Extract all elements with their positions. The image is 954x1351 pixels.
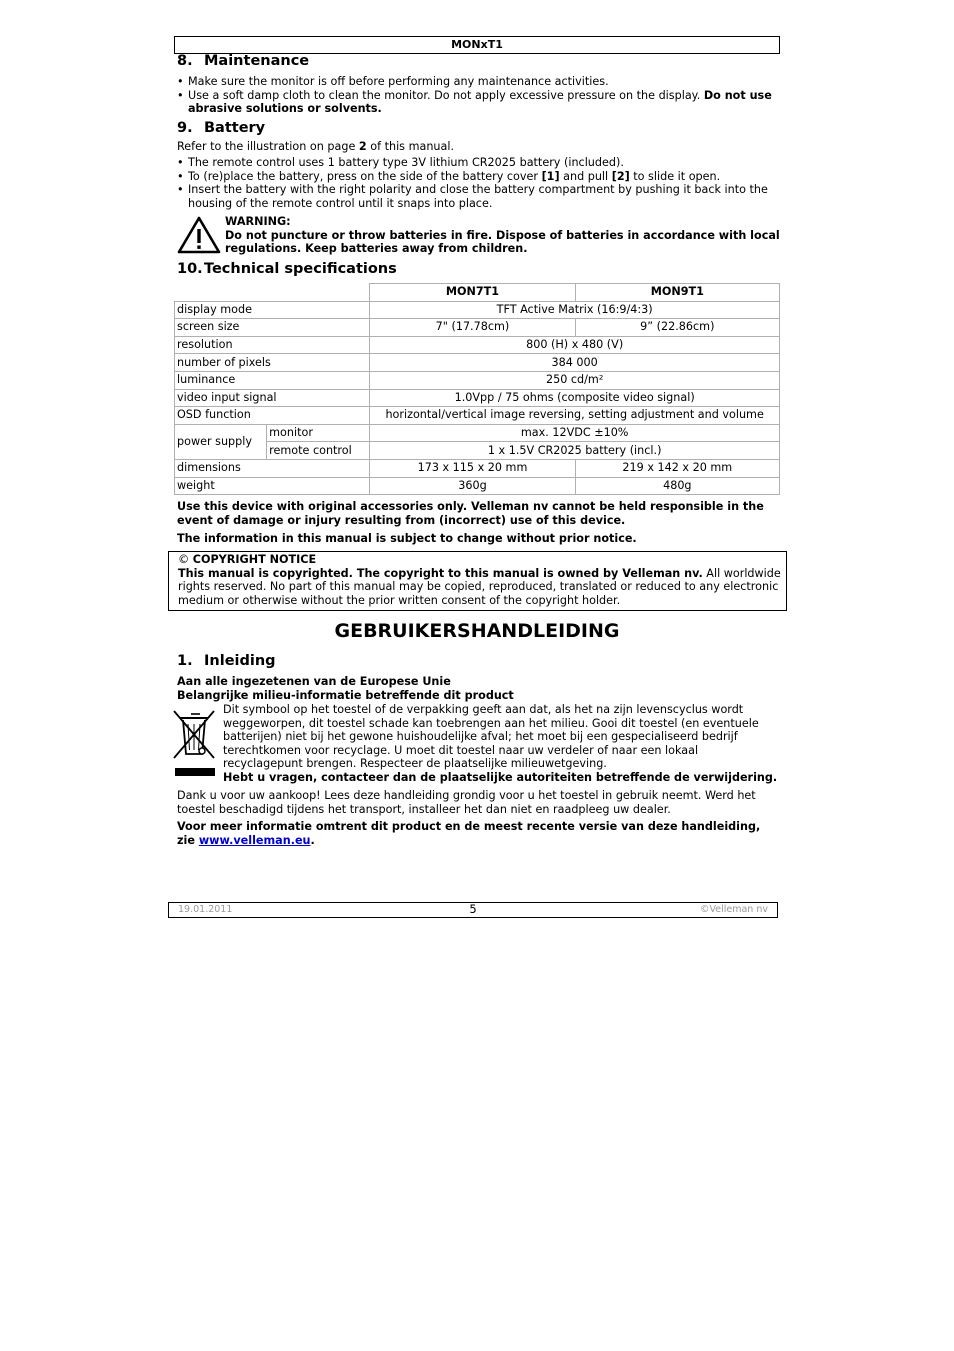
row-value: 1.0Vpp / 75 ohms (composite video signal) xyxy=(370,389,780,407)
row-label: luminance xyxy=(175,371,370,389)
footer-copyright: ©Velleman nv xyxy=(700,904,768,915)
col-header-mon7t1: MON7T1 xyxy=(370,284,575,302)
more-info-period: . xyxy=(310,833,315,847)
eu-subheading: Aan alle ingezetenen van de Europese Unie xyxy=(177,675,451,688)
specs-table xyxy=(174,283,780,495)
row-label: OSD function xyxy=(175,407,370,425)
intro-page-ref: 2 xyxy=(358,140,367,153)
warning-triangle-icon xyxy=(177,216,221,254)
footer-date: 19.01.2011 xyxy=(178,904,233,915)
table-row xyxy=(175,459,780,477)
row-label: weight xyxy=(175,477,370,495)
warning-block xyxy=(225,215,781,256)
specs-title: Technical specifications xyxy=(204,261,397,277)
warning-title: WARNING: xyxy=(225,215,291,228)
row-label: display mode xyxy=(175,301,370,319)
table-row xyxy=(175,336,780,354)
more-info-paragraph xyxy=(177,820,777,847)
table-row xyxy=(175,424,780,442)
env-subheading: Belangrijke milieu-informatie betreffende dit product xyxy=(177,689,514,702)
list-item-text: To (re)place the battery, press on the side of the battery cover xyxy=(188,169,542,183)
ref-marker: [2] xyxy=(611,169,630,183)
table-row xyxy=(175,319,780,337)
row-value: 1 x 1.5V CR2025 battery (incl.) xyxy=(370,442,780,460)
row-value: 9” (22.86cm) xyxy=(575,319,779,337)
table-row xyxy=(175,477,780,495)
copyright-symbol: © xyxy=(178,553,190,566)
copyright-title-line xyxy=(178,553,786,567)
battery-heading xyxy=(177,120,265,136)
table-row xyxy=(175,301,780,319)
list-item xyxy=(177,89,777,116)
row-value: 384 000 xyxy=(370,354,780,372)
accessories-note: Use this device with original accessories only. Velleman nv cannot be held responsible in the event of damage or injury resulting from (incorrect) use of this device. xyxy=(177,500,764,527)
copyright-box xyxy=(168,551,787,611)
maintenance-heading xyxy=(177,53,309,69)
weee-bold: Hebt u vragen, contacteer dan de plaatselijke autoriteiten betreffende de verwijdering. xyxy=(223,770,778,784)
page-footer xyxy=(168,902,778,918)
specs-heading xyxy=(177,261,397,277)
row-label: number of pixels xyxy=(175,354,370,372)
table-row xyxy=(175,371,780,389)
more-info-text: Voor meer informatie omtrent dit product en de meest recente versie van deze handleiding, zie xyxy=(177,820,761,847)
list-item: • Insert the battery with the right polarity and close the battery compartment by pushing it back into the housing of the remote control until it snaps into place. xyxy=(177,183,777,210)
maintenance-title: Maintenance xyxy=(204,53,310,69)
thanks-paragraph: Dank u voor uw aankoop! Lees deze handleiding grondig voor u het toestel in gebruik neemt. Werd het toestel beschadigd tijdens het transport, installeer het dan niet en raadpleeg uw dealer. xyxy=(177,789,756,816)
intro-text: of this manual. xyxy=(366,140,455,153)
row-value: 7" (17.78cm) xyxy=(370,319,575,337)
row-value: 360g xyxy=(370,477,575,495)
table-cell-empty xyxy=(175,284,370,302)
specs-number: 10. xyxy=(177,261,203,277)
copyright-bold: This manual is copyrighted. The copyright to this manual is owned by Velleman nv. xyxy=(178,566,703,580)
list-item xyxy=(177,170,777,184)
table-row xyxy=(175,389,780,407)
warning-text: Do not puncture or throw batteries in fire. Dispose of batteries in accordance with local regulations. Keep batteries away from children. xyxy=(225,228,780,256)
copyright-text xyxy=(178,567,786,608)
row-value: 219 x 142 x 20 mm xyxy=(575,459,779,477)
row-value: 480g xyxy=(575,477,779,495)
row-sublabel: remote control xyxy=(267,442,370,460)
weee-notice xyxy=(223,703,779,785)
list-item-bold: Do not use abrasive solutions or solvents. xyxy=(188,88,772,116)
copyright-title: COPYRIGHT NOTICE xyxy=(192,553,317,566)
inleiding-number: 1. xyxy=(177,653,193,669)
row-value: 173 x 115 x 20 mm xyxy=(370,459,575,477)
battery-number: 9. xyxy=(177,120,193,136)
battery-title: Battery xyxy=(204,120,266,136)
inleiding-title: Inleiding xyxy=(204,653,276,669)
row-value: horizontal/vertical image reversing, setting adjustment and volume xyxy=(370,407,780,425)
row-label: dimensions xyxy=(175,459,370,477)
crossed-bin-icon xyxy=(171,706,217,780)
velleman-link[interactable]: www.velleman.eu xyxy=(198,833,311,847)
weee-text: Dit symbool op het toestel of de verpakking geeft aan dat, als het na zijn levenscyclus wordt weggeworpen, dit toestel schade kan toebrengen aan het milieu. Gooi dit toestel (en eventuele batterijen) niet bij het gewone huishoudelijke afval; het moet bij een gespecialiseerd bedrijf terechtkomen voor recyclage. U moet dit toestel naar uw verdeler of naar een lokaal recyclagepunt brengen. Respecteer de plaatselijke milieuwetgeving. xyxy=(223,703,759,771)
row-label: screen size xyxy=(175,319,370,337)
battery-list xyxy=(177,156,777,210)
col-header-mon9t1: MON9T1 xyxy=(575,284,779,302)
row-label: video input signal xyxy=(175,389,370,407)
list-item-text: Use a soft damp cloth to clean the monitor. Do not apply excessive pressure on the display. xyxy=(188,88,701,102)
intro-text: Refer to the illustration on page xyxy=(177,140,359,153)
ref-marker: [1] xyxy=(541,169,560,183)
maintenance-list xyxy=(177,75,777,116)
table-row xyxy=(175,284,780,302)
list-item-text: to slide it open. xyxy=(629,169,721,183)
row-value: 800 (H) x 480 (V) xyxy=(370,336,780,354)
table-row xyxy=(175,407,780,425)
row-value: max. 12VDC ±10% xyxy=(370,424,780,442)
battery-intro xyxy=(177,140,777,154)
inleiding-heading xyxy=(177,653,276,669)
copyright-body: All worldwide rights reserved. No part of this manual may be copied, reproduced, translated or reduced to any electronic medium or otherwise without the prior written consent of the copyright holder. xyxy=(178,566,781,607)
row-value: 250 cd/m² xyxy=(370,371,780,389)
maintenance-number: 8. xyxy=(177,53,193,69)
footer-page-number: 5 xyxy=(469,902,477,916)
dutch-title: GEBRUIKERSHANDLEIDING xyxy=(334,620,620,642)
list-item-text: and pull xyxy=(559,169,612,183)
row-label: resolution xyxy=(175,336,370,354)
list-item: • Make sure the monitor is off before performing any maintenance activities. xyxy=(177,75,777,89)
row-value: TFT Active Matrix (16:9/4:3) xyxy=(370,301,780,319)
list-item: • The remote control uses 1 battery type 3V lithium CR2025 battery (included). xyxy=(177,156,777,170)
page-header: MONxT1 xyxy=(174,36,780,54)
change-note: The information in this manual is subject to change without prior notice. xyxy=(177,532,637,545)
table-row xyxy=(175,354,780,372)
row-label: power supply xyxy=(175,424,267,459)
row-sublabel: monitor xyxy=(267,424,370,442)
